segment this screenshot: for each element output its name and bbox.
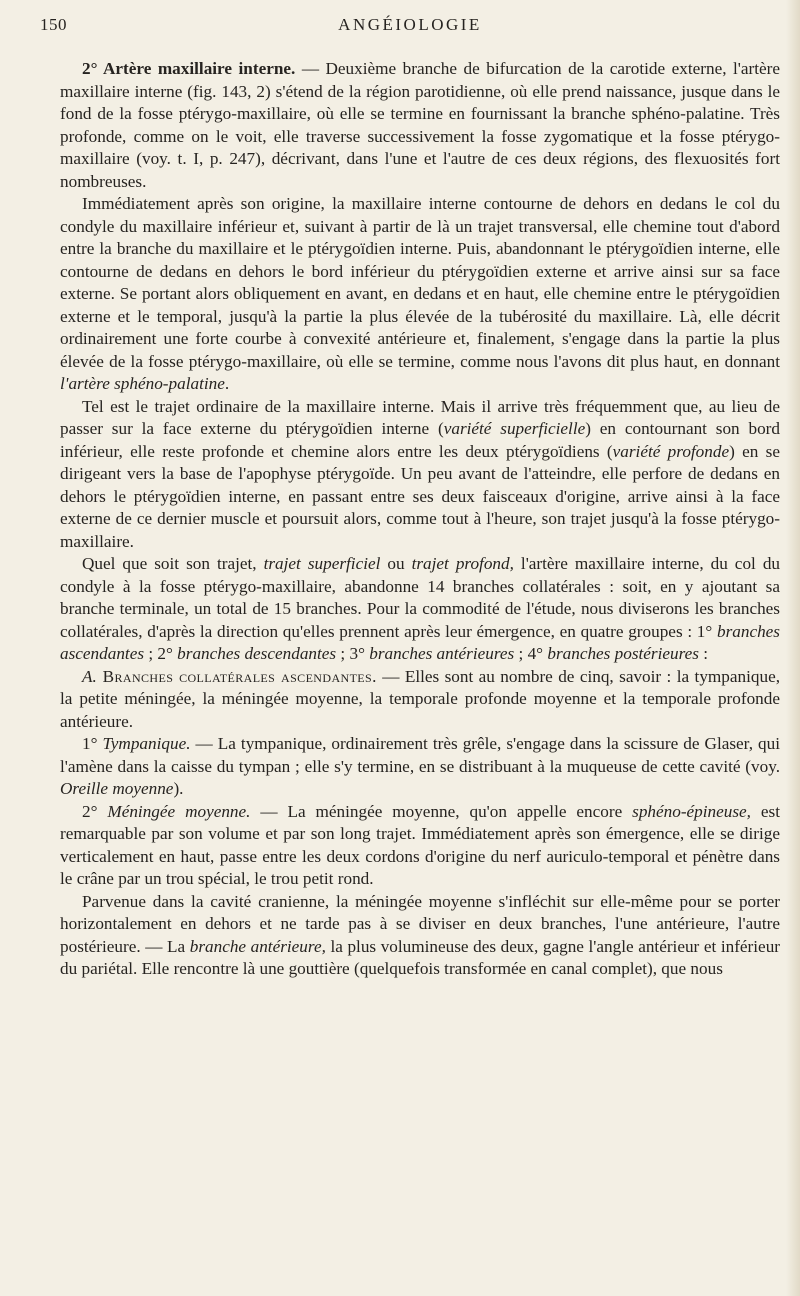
section-heading: 2° Artère maxillaire interne. — [82, 59, 296, 78]
paragraph-text: ; 3° — [336, 644, 370, 663]
paragraph-tympanique — [60, 733, 780, 801]
paragraph-text: ; 4° — [514, 644, 548, 663]
running-title: ANGÉIOLOGIE — [338, 15, 482, 34]
page-number: 150 — [40, 15, 67, 34]
paragraph-text: — Deuxième branche de bifurcation de la carotide externe, l'artère maxillaire interne (fig. 143, 2) s'étend de la région parotidienne, où elle prend naissance, jusque dans le fond de la fosse ptérygo-maxillaire, où elle se termine en fournissant la branche sphéno-palatine. Très profonde, comme on le voit, elle traverse successivement la fosse zygomatique et la fosse ptérygo-maxillaire (voy. t. I, p. 247), décrivant, dans l'une et l'autre de ces deux régions, des flexuosités fort nombreuses. — [60, 59, 780, 191]
paragraph-text: Tel est le trajet ordinaire de la maxillaire interne. Mais il arrive très fréquemment que, au lieu de passer sur la face externe du ptérygoïdien interne ( — [60, 396, 780, 438]
paragraph-text: . — [224, 374, 230, 393]
italic-term: Oreille moyenne — [60, 779, 174, 798]
page-header — [40, 15, 780, 39]
paragraph-text: ; 2° — [144, 644, 178, 663]
italic-term: variété profonde — [612, 441, 730, 461]
paragraph-cavite-cranienne — [60, 891, 780, 981]
paragraph-branches — [60, 553, 780, 666]
italic-term: l'artère sphéno-palatine — [60, 374, 225, 393]
italic-term: branches ascendantes — [60, 621, 780, 663]
subsection-heading: Branches collatérales ascendantes. — [96, 666, 377, 686]
paragraph-text: — La méningée moyenne, qu'on appelle encore — [250, 801, 633, 821]
paragraph-text: ou — [380, 554, 412, 573]
paragraph-branches-ascendantes — [60, 666, 780, 734]
paragraph-meningee-moyenne — [60, 801, 780, 891]
paragraph-text: : — [698, 644, 709, 663]
italic-term: trajet profond, — [411, 554, 514, 573]
italic-term: trajet superficiel — [263, 554, 381, 573]
paragraph-text: — La tympanique, ordinairement très grêle, s'engage dans la scissure de Glaser, qui l'amène dans la caisse du tympan ; elle s'y termine, en se distribuant à la muqueuse de cette cavité (voy. — [60, 734, 781, 776]
paragraph-text: — Elles sont au nombre de cinq, savoir : la tympanique, la petite méningée, la méningée moyenne, la temporale profonde moyenne et la temporale profonde antérieure. — [60, 666, 780, 731]
section-letter: A. — [82, 666, 97, 686]
item-number: 1° — [82, 734, 103, 753]
italic-term: Méningée moyenne. — [107, 801, 251, 821]
paragraph-trajet — [60, 193, 780, 396]
paragraph-text: l'artère maxillaire interne, du col du condyle à la fosse ptérygo-maxillaire, abandonne 14 branches collatérales : soit, en y ajoutant sa branche terminale, un total de 15 branches. Pour la commodité de l'étude, nous diviserons les branches collatérales, d'après la direction qu'elles prennent après leur émergence, en quatre groupes : 1° — [60, 554, 781, 641]
paragraph-text: la plus volumineuse des deux, gagne l'angle antérieur et inférieur du pariétal. Elle rencontre là une gouttière (quelquefois transformée en canal complet), que nous — [60, 936, 781, 978]
italic-term: branches postérieures — [547, 644, 699, 663]
body-text — [60, 58, 780, 981]
paragraph-text: ). — [173, 779, 184, 798]
paragraph-text: Quel que soit son trajet, — [82, 554, 264, 573]
paragraph-maxillaire-interne — [60, 58, 780, 193]
italic-term: sphéno-épineuse, — [632, 801, 751, 821]
paragraph-text: est remarquable par son volume et par son long trajet. Immédiatement après son émergence, elle se dirige verticalement en haut, passe entre les deux cordons d'origine du nerf auriculo-temporal et pénètre dans le crâne par un trou spécial, le trou petit rond. — [60, 801, 780, 888]
italic-term: Tympanique. — [102, 734, 191, 753]
paragraph-text: Parvenue dans la cavité cranienne, la méningée moyenne s'infléchit sur elle-même pour se porter horizontalement en dehors et ne tarde pas à se diviser en deux branches, l'une antérieure, l'autre postérieure. — La — [60, 891, 780, 956]
paragraph-text: Immédiatement après son origine, la maxillaire interne contourne de dehors en dedans le col du condyle du maxillaire inférieur et, suivant à partir de là un trajet transversal, elle chemine tout d'abord entre la branche du maxillaire et le ptérygoïdien interne. Puis, abandonnant le ptérygoïdien interne, elle contourne de dedans en dehors le bord inférieur du ptérygoïdien externe et arrive ainsi sur sa face externe. Se portant alors obliquement en avant, en dedans et en haut, elle chemine entre le ptérygoïdien externe et le temporal, jusqu'à la partie la plus élevée de la tubérosité du maxillaire. Là, elle décrit ordinairement une forte courbe à convexité antérieure et, finalement, s'engage dans la partie la plus élevée de la fosse ptérygo-maxillaire, où elle se termine, comme nous l'avons dit plus haut, en donnant — [60, 194, 780, 371]
paragraph-varietes — [60, 396, 780, 554]
paragraph-text: ) en se dirigeant vers la base de l'apophyse ptérygoïde. Un peu avant de l'atteindre, elle perfore de dedans en dehors le ptérygoïdien interne, en passant entre ses deux faisceaux d'origine, arrive ainsi à la face externe de ce dernier muscle et poursuit alors, comme tout à l'heure, son trajet jusqu'à la fosse ptérygo-maxillaire. — [60, 441, 780, 551]
italic-term: variété superficielle — [443, 419, 586, 438]
paragraph-text: ) en contournant son bord inférieur, elle reste profonde et chemine alors entre les deux ptérygoïdiens ( — [60, 419, 780, 461]
italic-term: branches descendantes — [177, 644, 337, 663]
italic-term: branches antérieures — [369, 644, 515, 663]
italic-term: branche antérieure, — [189, 936, 326, 956]
page-edge-shadow — [786, 0, 800, 1296]
item-number: 2° — [82, 801, 108, 821]
